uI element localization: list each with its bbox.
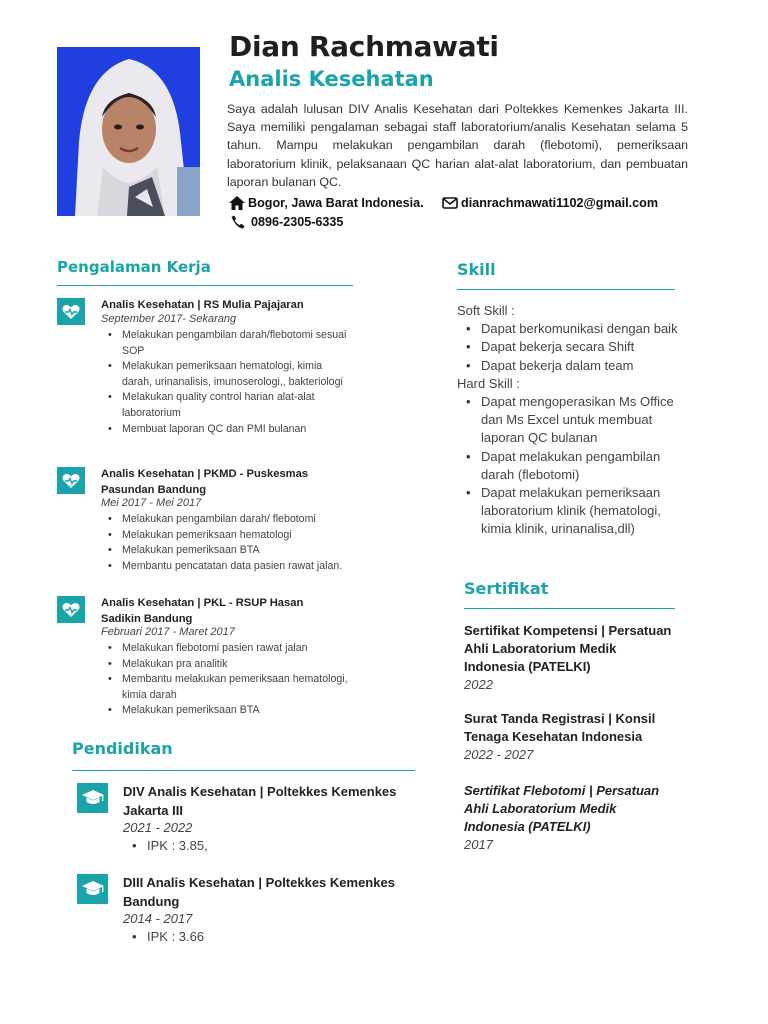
list-item: • Melakukan pengambilan darah/ flebotomi [122, 512, 354, 528]
education-title: DIII Analis Kesehatan | Poltekkes Kemenkes Bandung [123, 875, 395, 909]
heart-monitor-icon [57, 298, 85, 325]
certificate-title: Sertifikat Kompetensi | Persatuan Ahli Laboratorium Medik Indonesia (PATELKI) [464, 623, 672, 674]
list-item: • Dapat berkomunikasi dengan baik [481, 320, 687, 338]
certificate-entry [464, 710, 679, 764]
education-entry [77, 874, 417, 954]
education-heading: Pendidikan [72, 739, 173, 758]
heart-monitor-icon [57, 467, 85, 494]
job-date: September 2017- Sekarang [101, 313, 237, 325]
education-details [147, 929, 204, 944]
education-title: DIV Analis Kesehatan | Poltekkes Kemenkes Jakarta III [123, 784, 397, 818]
job-duties [122, 512, 354, 574]
job-title: Analis Kesehatan | RS Mulia Pajajaran [101, 299, 304, 311]
contact-phone[interactable] [231, 215, 343, 229]
experience-divider [57, 285, 353, 286]
hard-skill-items [457, 393, 687, 539]
job-date: Februari 2017 - Maret 2017 [101, 626, 235, 638]
list-item: • Dapat mengoperasikan Ms Office dan Ms Excel untuk membuat laporan QC bulanan [481, 393, 687, 448]
hard-skill-label: Hard Skill : [457, 375, 520, 391]
list-item: • Membantu pencatatan data pasien rawat jalan. [122, 559, 354, 575]
education-entry [77, 783, 417, 863]
certificate-heading: Sertifikat [464, 579, 549, 598]
job-entry [57, 596, 357, 724]
list-item: • Melakukan flebotomi pasien rawat jalan [122, 641, 354, 657]
profile-summary: Saya adalah lulusan DIV Analis Kesehatan dari Poltekkes Kemenkes Jakarta III. Saya memiliki pengalaman sebagai staff laboratorium/analis Kesehatan selama 5 tahun. Mampu melakukan pengambilan darah (flebotomi), pemeriksaan laboratorium klinik, pelaksanaan QC harian alat-alat laboratorium, dan pembuatan laporan bulanan QC. [227, 102, 688, 189]
certificate-year: 2022 - 2027 [464, 747, 534, 762]
list-item: • Dapat melakukan pengambilan darah (flebotomi) [481, 448, 687, 484]
education-date: 2014 - 2017 [123, 911, 193, 926]
list-item: • Melakukan pemeriksaan BTA [122, 543, 354, 559]
graduation-cap-icon [77, 874, 108, 904]
list-item: • IPK : 3.85, [147, 838, 208, 853]
certificate-title: Sertifikat Flebotomi | Persatuan Ahli Laboratorium Medik Indonesia (PATELKI) [464, 783, 660, 834]
heart-monitor-icon [57, 596, 85, 623]
list-item: • Melakukan pra analitik [122, 657, 354, 673]
soft-skill-items [457, 320, 687, 375]
list-item: • Membantu melakukan pemeriksaan hematologi, kimia darah [122, 672, 354, 703]
job-role: Analis Kesehatan [229, 67, 434, 91]
education-date: 2021 - 2022 [123, 820, 193, 835]
education-divider [72, 770, 415, 771]
envelope-icon [442, 197, 458, 209]
experience-heading: Pengalaman Kerja [57, 258, 211, 276]
certificate-title: Surat Tanda Registrasi | Konsil Tenaga Kesehatan Indonesia [464, 711, 656, 744]
certificate-year: 2022 [464, 677, 493, 692]
phone-text: 0896-2305-6335 [251, 215, 344, 229]
candidate-name: Dian Rachmawati [229, 30, 499, 63]
job-entry [57, 298, 357, 458]
contact-location [229, 196, 424, 210]
job-title: Analis Kesehatan | PKMD - Puskesmas Pasundan Bandung [101, 468, 309, 496]
home-icon [229, 196, 245, 210]
certificate-divider [464, 608, 675, 609]
skill-divider [457, 289, 675, 290]
phone-icon [231, 215, 245, 229]
job-duties [122, 328, 354, 437]
graduation-cap-icon [77, 783, 108, 813]
certificate-entry [464, 782, 679, 854]
list-item: • Melakukan pengambilan darah/flebotomi sesuai SOP [122, 328, 354, 359]
list-item: • Melakukan pemeriksaan hematologi [122, 528, 354, 544]
list-item: • Dapat bekerja secara Shift [481, 338, 687, 356]
location-text: Bogor, Jawa Barat Indonesia. [248, 196, 424, 210]
list-item: • IPK : 3.66 [147, 929, 204, 944]
contact-email[interactable] [442, 196, 658, 210]
skill-list [457, 302, 687, 539]
education-details [147, 838, 208, 853]
list-item: • Melakukan pemeriksaan hematologi, kimia darah, urinanalisis, imunoserologi,, bakteriologi [122, 359, 354, 390]
list-item: • Dapat bekerja dalam team [481, 357, 687, 375]
list-item: • Melakukan pemeriksaan BTA [122, 703, 354, 719]
list-item: • Melakukan quality control harian alat-alat laboratorium [122, 390, 354, 421]
email-link[interactable]: dianrachmawati1102@gmail.com [461, 196, 659, 210]
skill-heading: Skill [457, 260, 496, 279]
list-item: • Membuat laporan QC dan PMI bulanan [122, 422, 354, 438]
job-date: Mei 2017 - Mei 2017 [101, 497, 202, 509]
certificate-year: 2017 [464, 837, 493, 852]
list-item: • Dapat melakukan pemeriksaan laboratorium klinik (hematologi, kimia klinik, urinanalisa,dll) [481, 484, 687, 539]
job-title: Analis Kesehatan | PKL - RSUP Hasan Sadikin Bandung [101, 597, 304, 625]
job-entry [57, 467, 357, 592]
job-duties [122, 641, 354, 719]
soft-skill-label: Soft Skill : [457, 303, 515, 318]
profile-photo [57, 47, 200, 216]
certificate-entry [464, 622, 679, 694]
